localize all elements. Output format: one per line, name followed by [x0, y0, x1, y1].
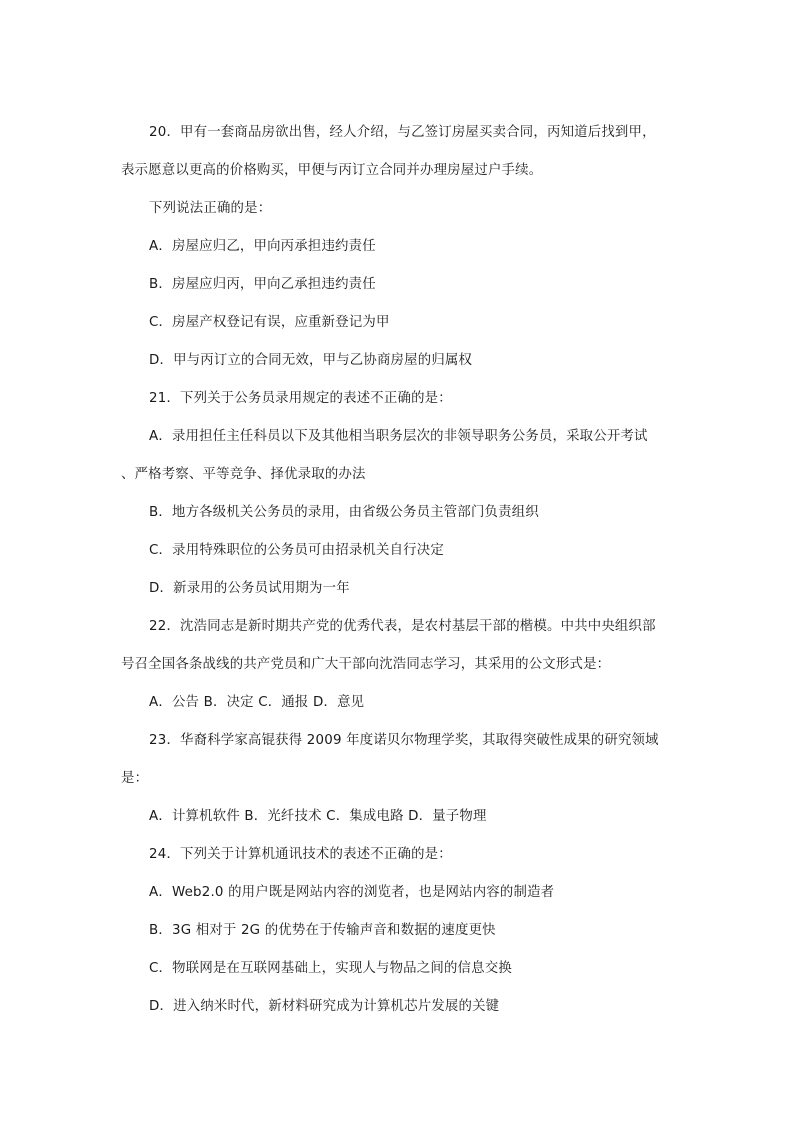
q24-option-c: C．物联网是在互联网基础上，实现人与物品之间的信息交换 — [149, 961, 512, 976]
q21-option-a-line-1: A．录用担任主任科员以下及其他相当职务层次的非领导职务公务员，采取公开考试 — [149, 429, 648, 444]
document-body — [121, 114, 669, 1026]
q24-option-a: A．Web2.0 的用户既是网站内容的浏览者，也是网站内容的制造者 — [149, 885, 555, 900]
q20-prompt: 下列说法正确的是： — [149, 201, 272, 216]
q21-option-d: D．新录用的公务员试用期为一年 — [149, 581, 350, 596]
q24-option-b: B．3G 相对于 2G 的优势在于传输声音和数据的速度更快 — [149, 923, 496, 938]
q23-stem-line-2: 是： — [121, 771, 149, 786]
q22-options: A．公告 B．决定 C．通报 D．意见 — [149, 695, 365, 710]
q20-option-c: C．房屋产权登记有误，应重新登记为甲 — [149, 315, 390, 330]
q23-stem-line-1: 23．华裔科学家高锟获得 2009 年度诺贝尔物理学奖，其取得突破性成果的研究领域 — [149, 733, 659, 748]
q21-option-b: B．地方各级机关公务员的录用，由省级公务员主管部门负责组织 — [149, 505, 539, 520]
q22-stem-line-1: 22．沈浩同志是新时期共产党的优秀代表，是农村基层干部的楷模。中共中央组织部 — [149, 619, 656, 634]
q24-option-d: D．进入纳米时代，新材料研究成为计算机芯片发展的关键 — [149, 999, 500, 1014]
q20-option-a: A．房屋应归乙，甲向丙承担违约责任 — [149, 239, 376, 254]
q24-stem: 24．下列关于计算机通讯技术的表述不正确的是： — [149, 847, 452, 862]
q20-stem-line-1: 20．甲有一套商品房欲出售，经人介绍，与乙签订房屋买卖合同，丙知道后找到甲， — [149, 125, 656, 140]
q21-option-c: C．录用特殊职位的公务员可由招录机关自行决定 — [149, 543, 444, 558]
q22-stem-line-2: 号召全国各条战线的共产党员和广大干部向沈浩同志学习，其采用的公文形式是： — [121, 657, 611, 672]
q21-stem: 21．下列关于公务员录用规定的表述不正确的是： — [149, 391, 452, 406]
q20-option-d: D．甲与丙订立的合同无效，甲与乙协商房屋的归属权 — [149, 353, 473, 368]
q23-options: A．计算机软件 B．光纤技术 C．集成电路 D．量子物理 — [149, 809, 487, 824]
q21-option-a-line-2: 、严格考察、平等竞争、择优录取的办法 — [121, 467, 366, 482]
q20-stem-line-2: 表示愿意以更高的价格购买，甲便与丙订立合同并办理房屋过户手续。 — [121, 163, 543, 178]
q20-option-b: B．房屋应归丙，甲向乙承担违约责任 — [149, 277, 376, 292]
